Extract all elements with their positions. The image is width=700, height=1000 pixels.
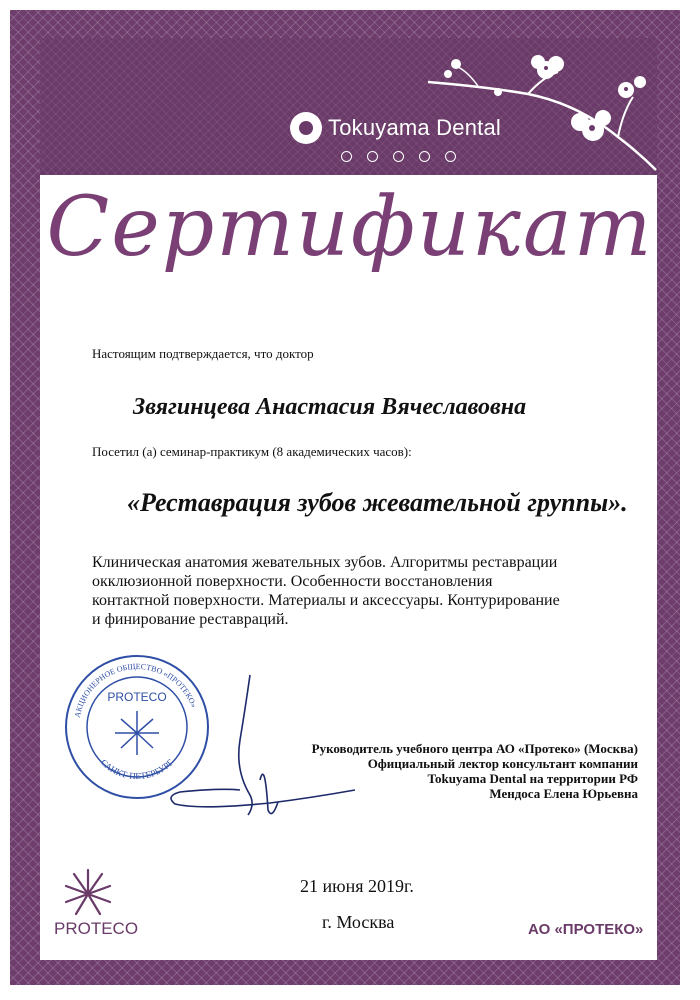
certificate-title: Сертификат <box>46 180 654 275</box>
circle-icon <box>367 151 378 162</box>
circle-icon <box>419 151 430 162</box>
stamp-bottom-text: САНКТ-ПЕТЕРБУРГ <box>98 757 176 782</box>
proteco-logo-text: PROTECO <box>54 919 139 938</box>
course-description: Клиническая анатомия жевательных зубов. Алгоритмы реставрации окклюзионной поверхности. Особенности восстановления контактной поверхности. Материалы и аксессуары. Контурирование и финирование реставраций. <box>92 554 560 628</box>
stamp-center-text: PROTECO <box>107 690 167 704</box>
tokuyama-logo-icon <box>290 112 322 144</box>
circle-icon <box>445 151 456 162</box>
tokuyama-logo <box>290 112 501 144</box>
course-title: «Реставрация зубов жевательной группы». <box>127 488 628 517</box>
issue-date: 21 июня 2019г. <box>300 876 414 896</box>
signatory-name: Мендоса Елена Юрьевна <box>489 786 638 801</box>
company-name: АО «ПРОТЕКО» <box>528 921 644 938</box>
signatory-block <box>312 741 638 801</box>
signatory-line3: Tokuyama Dental на территории РФ <box>427 771 638 786</box>
proteco-logo-icon <box>58 862 118 922</box>
decorative-dots <box>341 151 456 162</box>
signatory-line1: Руководитель учебного центра АО «Протеко» (Москва) <box>311 741 638 756</box>
svg-text:АКЦИОНЕРНОЕ ОБЩЕСТВО «ПРОТЕКО»: АКЦИОНЕРНОЕ ОБЩЕСТВО «ПРОТЕКО» <box>72 661 199 719</box>
intro-text: Настоящим подтверждается, что доктор <box>92 346 314 361</box>
signatory-line2: Официальный лектор консультант компании <box>367 756 638 771</box>
issue-city: г. Москва <box>322 912 395 932</box>
circle-icon <box>393 151 404 162</box>
attended-text: Посетил (а) семинар-практикум (8 академических часов): <box>92 444 412 459</box>
circle-icon <box>341 151 352 162</box>
tokuyama-logo-text: Tokuyama Dental <box>328 115 501 140</box>
recipient-name: Звягинцева Анастасия Вячеславовна <box>133 394 527 420</box>
